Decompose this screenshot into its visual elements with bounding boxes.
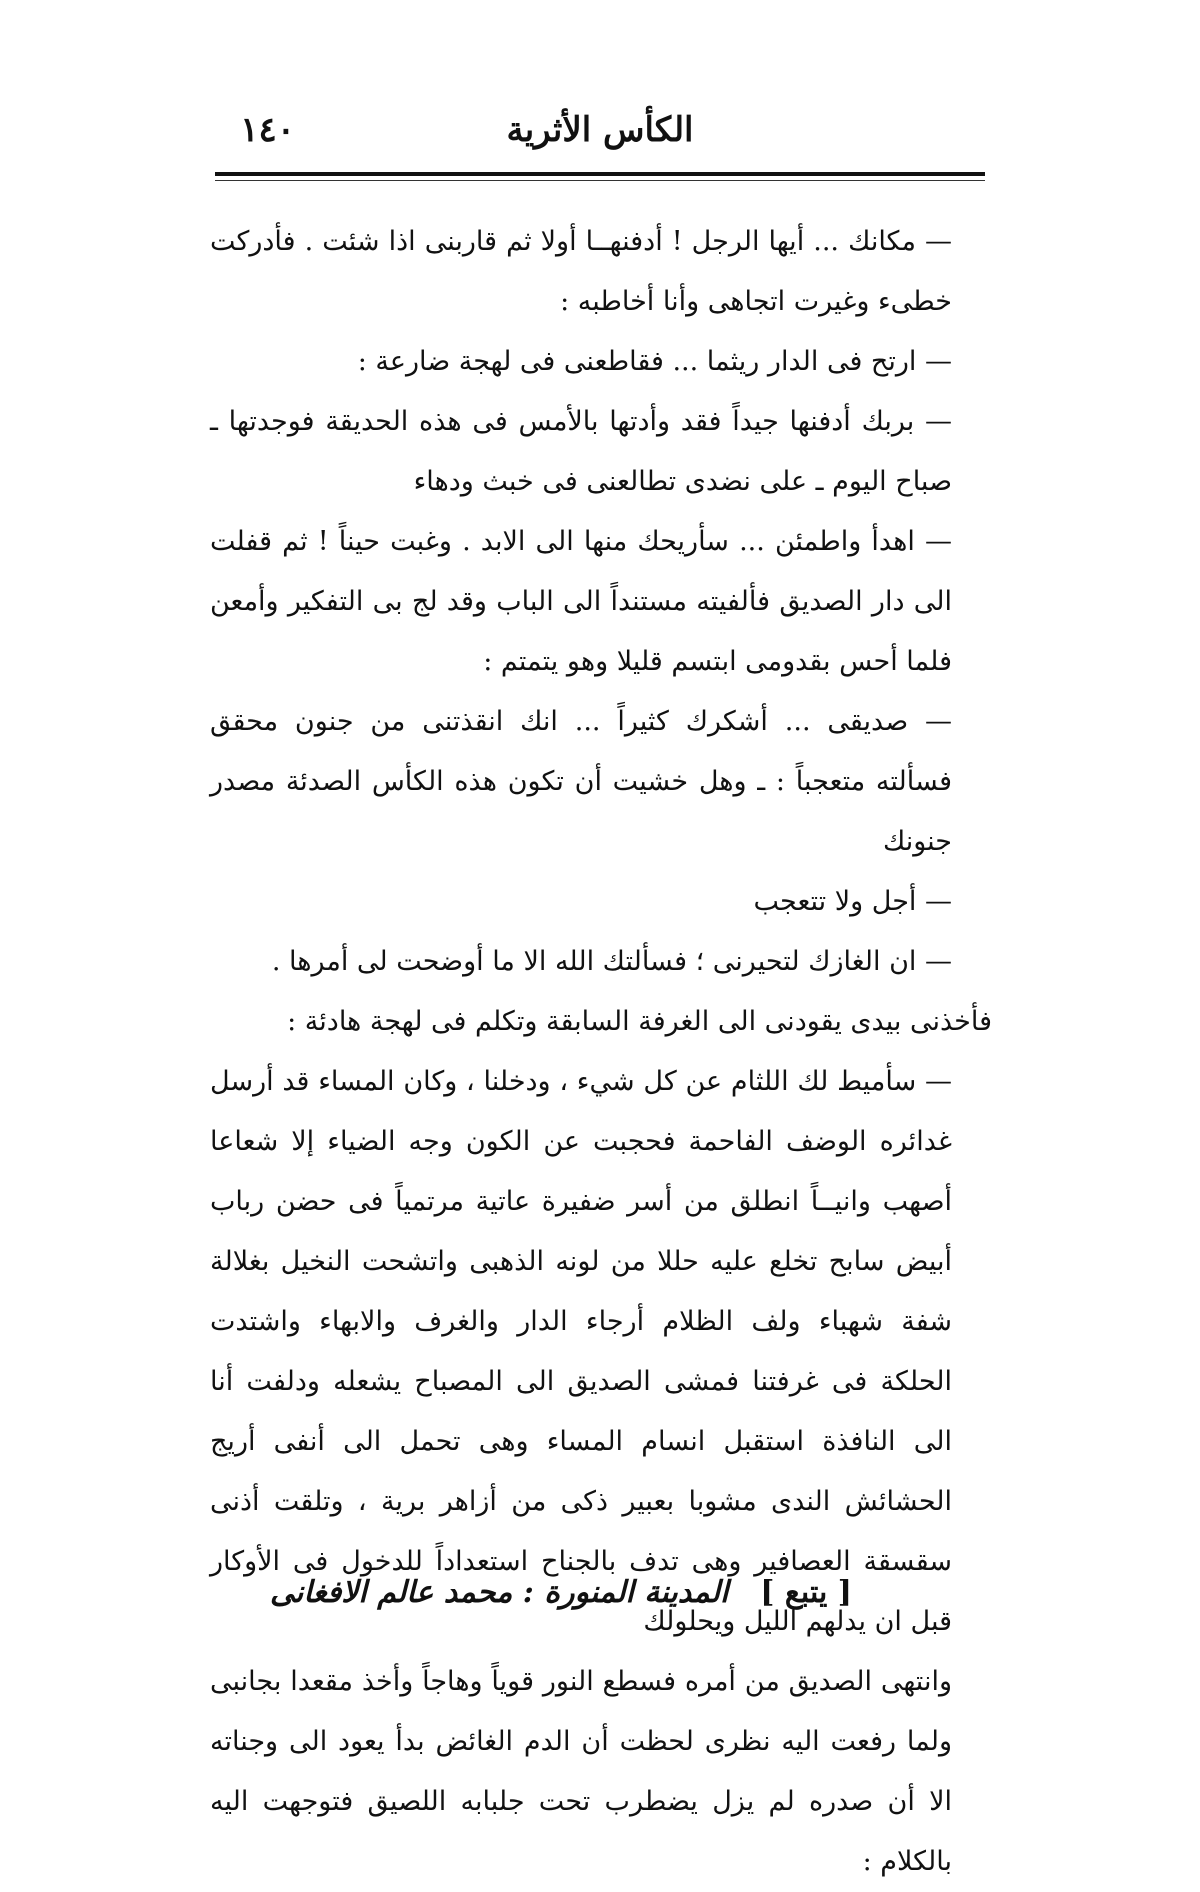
author-signature: المدينة المنورة : محمد عالم الافغانى: [270, 1575, 729, 1610]
page-header: [215, 110, 985, 160]
to-be-continued: [ يتبع ]: [760, 1575, 852, 1610]
paragraph: — بربك أدفنها جيداً فقد وأدتها بالأمس فى هذه الحديقة فوجدتها ـ صباح اليوم ـ على نضدى تطالعنى فى خبث ودهاء: [210, 406, 952, 497]
header-rule: [215, 172, 985, 176]
article-body: [210, 212, 992, 1892]
paragraph: — صديقى ... أشكرك كثيراً ... انك انقذتنى من جنون محقق فسألته متعجباً : ـ وهل خشيت أن تكون هذه الكأس الصدئة مصدر جنونك: [210, 706, 952, 857]
page-number: ١٤٠: [240, 110, 295, 150]
paragraph: — سأميط لك اللثام عن كل شيء ، ودخلنا ، وكان المساء قد أرسل غدائره الوضف الفاحمة فحجبت عن الكون وجه الضياء إلا شعاعا أصهب وانيــاً انطلق من أسر ضفيرة عاتية مرتمياً فى حضن رباب أبيض سابح تخلع عليه حللا من لونه الذهبى واتشحت النخيل بغلالة شفة شهباء ولف الظلام أرجاء الدار والغرف والابهاء واشتدت الحلكة فى غرفتنا فمشى الصديق الى المصباح يشعله ودلفت أنا الى النافذة استقبل انسام المساء وهى تحمل الى أنفى أريج الحشائش الندى مشوبا بعبير ذكى من أزاهر برية ، وتلقت أذنى سقسقة العصافير وهى تدف بالجناح استعداداً للدخول فى الأوكار قبل ان يدلهم الليل ويحلولك: [210, 1066, 952, 1637]
paragraph: — ان الغازك لتحيرنى ؛ فسألتك الله الا ما أوضحت لى أمرها .: [271, 946, 952, 977]
page-title: الكأس الأثرية: [506, 110, 694, 150]
paragraph: — ارتح فى الدار ريثما ... فقاطعنى فى لهجة ضارعة :: [357, 346, 952, 377]
header-rule-thin: [215, 180, 985, 181]
paragraph: — اهدأ واطمئن ... سأريحك منها الى الابد . وغبت حيناً ! ثم قفلت الى دار الصديق فألفيته مستنداً الى الباب وقد لج بى التفكير وأمعن فلما أحس بقدومى ابتسم قليلا وهو يتمتم :: [210, 526, 952, 677]
paragraph: وانتهى الصديق من أمره فسطع النور قوياً وهاجاً وأخذ مقعدا بجانبى ولما رفعت اليه نظرى لحظت أن الدم الغائض بدأ يعود الى وجناته الا أن صدره لم يزل يضطرب تحت جلبابه اللصيق فتوجهت اليه بالكلام :: [210, 1666, 952, 1877]
paragraph: فأخذنى بيدى يقودنى الى الغرفة السابقة وتكلم فى لهجة هادئة :: [287, 1006, 992, 1037]
paragraph: — مكانك ... أيها الرجل ! أدفنهــا أولا ثم قاربنى اذا شئت . فأدركت خطىء وغيرت اتجاهى وأنا أخاطبه :: [210, 226, 952, 317]
paragraph: — أجل ولا تتعجب: [753, 886, 952, 917]
page-footer: [210, 1575, 992, 1635]
